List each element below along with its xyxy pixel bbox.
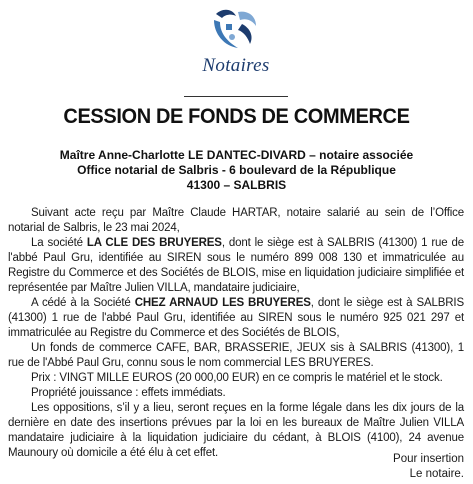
buyer-intro: A cédé à la Société bbox=[31, 297, 135, 309]
signature-line-1: Pour insertion bbox=[393, 453, 464, 465]
notice-body bbox=[8, 206, 464, 461]
paragraph-oppositions: Les oppositions, s’il y a lieu, seront reçues en la forme légale dans les dix jours de la dernière en date des insertions prévues par la loi en les bureaux de Maître Julien VILLA mandataire judiciaire à la liquidation judiciaire du cédant, à BLOIS (4100), 24 avenue Maunoury où domicile a été élu à cet effet. bbox=[8, 402, 464, 459]
divider bbox=[184, 96, 288, 97]
seller-intro: La société bbox=[31, 237, 87, 249]
buyer-details: , dont le siège est à SALBRIS (41300) 1 rue de l'abbé Paul Gru, identifiée au SIREN sous le numéro 925 021 297 et immatriculée au Registre du Commerce et des Sociétés de BLOIS, bbox=[8, 297, 464, 339]
notice-title: CESSION DE FONDS DE COMMERCE bbox=[63, 104, 410, 128]
brand-text: Notaires bbox=[202, 55, 270, 76]
office-city: 41300 – SALBRIS bbox=[186, 178, 287, 192]
paragraph-possession: Propriété jouissance : effets immédiats. bbox=[31, 387, 226, 399]
seller-name: LA CLE DES BRUYERES bbox=[86, 237, 222, 249]
paragraph-price: Prix : VINGT MILLE EUROS (20 000,00 EUR) en ce compris le matériel et le stock. bbox=[31, 372, 443, 384]
notaires-emblem-icon bbox=[202, 4, 270, 54]
office-block bbox=[0, 148, 473, 193]
seller-details: , dont le siège est à SALBRIS (41300) 1 rue de l'abbé Paul Gru, identifiée au SIREN sous le numéro 899 008 130 et immatriculée au Registre du Commerce et des Sociétés de BLOIS, mise en liquidation judiciaire simplifiée et représentée par Maître Julien VILLA, mandataire judiciaire, bbox=[8, 237, 464, 294]
paragraph-seller bbox=[8, 236, 464, 296]
office-notary: Maître Anne-Charlotte LE DANTEC-DIVARD – notaire associée bbox=[59, 148, 414, 162]
signature-line-2: Le notaire. bbox=[409, 468, 464, 480]
signature-block bbox=[393, 452, 464, 482]
office-address: Office notarial de Salbris - 6 boulevard de la République bbox=[77, 163, 396, 177]
paragraph-business: Un fonds de commerce CAFE, BAR, BRASSERIE, JEUX sis à SALBRIS (41300), 1 rue de l'Abbé Paul Gru, connu sous le nom commercial LES BRUYERES. bbox=[8, 342, 464, 369]
paragraph-buyer bbox=[8, 296, 464, 341]
notaires-logo bbox=[186, 4, 286, 82]
paragraph-deed: Suivant acte reçu par Maître Claude HARTAR, notaire salarié au sein de l’Office notarial de Salbris, le 23 mai 2024, bbox=[8, 207, 464, 234]
buyer-name: CHEZ ARNAUD LES BRUYERES bbox=[134, 297, 311, 309]
